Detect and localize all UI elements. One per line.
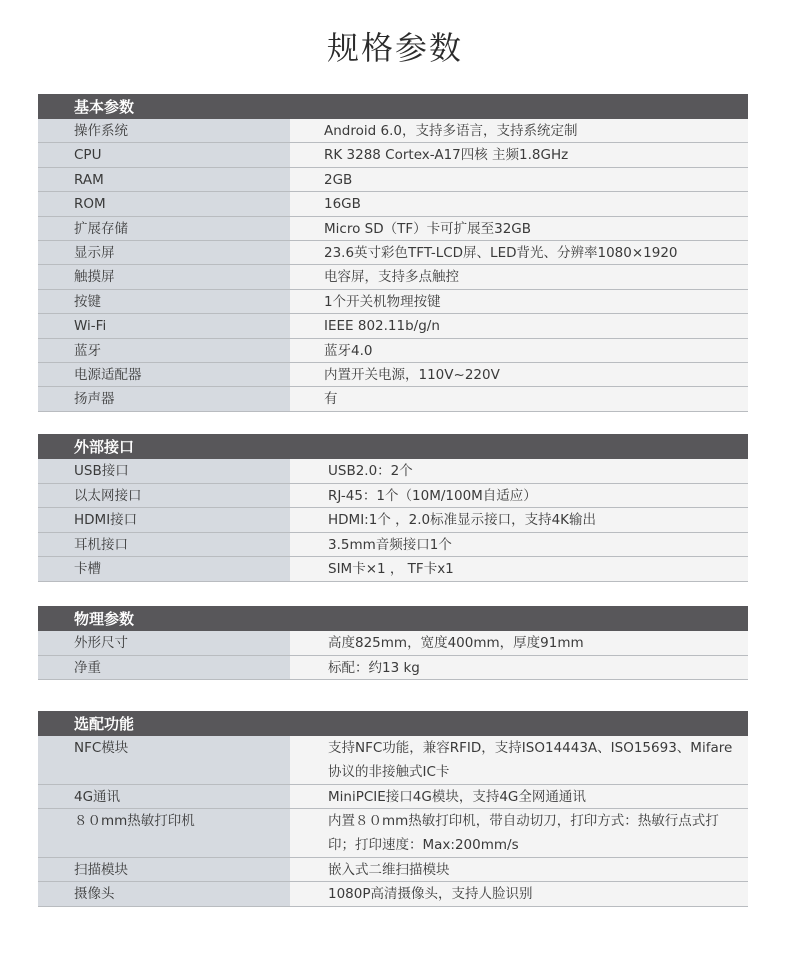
spec-label: 电源适配器 [38,363,290,386]
section-external-ports [38,434,748,582]
section-header: 物理参数 [38,606,748,631]
table-row [38,809,748,858]
spec-value: MiniPCIE接口4G模块，支持4G全网通通讯 [290,785,748,809]
table-row [38,217,748,241]
section-header: 选配功能 [38,711,748,736]
spec-label: 扬声器 [38,387,290,410]
spec-label: 显示屏 [38,241,290,264]
spec-value: USB2.0：2个 [290,459,748,483]
table-row [38,241,748,265]
table-row [38,143,748,167]
section-physical-params [38,606,748,680]
spec-label: Wi-Fi [38,314,290,337]
spec-label: 卡槽 [38,557,290,581]
spec-value: 16GB [290,192,748,215]
spec-label: RAM [38,168,290,191]
spec-label: HDMI接口 [38,508,290,532]
section-header: 基本参数 [38,94,748,119]
table-row [38,858,748,883]
spec-label: 操作系统 [38,119,290,142]
table-row [38,339,748,363]
table-row [38,484,748,509]
table-row [38,631,748,656]
spec-value: RK 3288 Cortex-A17四核 主频1.8GHz [290,143,748,166]
table-row [38,265,748,289]
spec-label: CPU [38,143,290,166]
table-row [38,533,748,558]
table-row [38,290,748,314]
spec-value: SIM卡×1 ， TF卡x1 [290,557,748,581]
spec-value: 23.6英寸彩色TFT-LCD屏、LED背光、分辨率1080×1920 [290,241,748,264]
spec-value: 内置８０mm热敏打印机，带自动切刀，打印方式：热敏行点式打印；打印速度：Max:200mm/s [290,809,748,857]
spec-value: 高度825mm，宽度400mm，厚度91mm [290,631,748,655]
table-row [38,119,748,143]
section-header: 外部接口 [38,434,748,459]
spec-label: 摄像头 [38,882,290,906]
spec-label: 净重 [38,656,290,680]
spec-label: 触摸屏 [38,265,290,288]
table-row [38,168,748,192]
spec-label: 按键 [38,290,290,313]
table-row [38,882,748,907]
spec-value: Android 6.0，支持多语言，支持系统定制 [290,119,748,142]
spec-value: HDMI:1个 ，2.0标准显示接口，支持4K输出 [290,508,748,532]
spec-label: USB接口 [38,459,290,483]
table-row [38,387,748,411]
spec-label: ８０mm热敏打印机 [38,809,290,857]
spec-value: 内置开关电源，110V~220V [290,363,748,386]
table-row [38,192,748,216]
table-row [38,314,748,338]
spec-value: 1080P高清摄像头，支持人脸识别 [290,882,748,906]
spec-value: 2GB [290,168,748,191]
spec-value: 有 [290,387,748,410]
spec-value: RJ-45：1个（10M/100M自适应） [290,484,748,508]
table-row [38,656,748,681]
spec-value: 1个开关机物理按键 [290,290,748,313]
table-row [38,508,748,533]
spec-label: 4G通讯 [38,785,290,809]
table-row [38,459,748,484]
spec-value: 蓝牙4.0 [290,339,748,362]
section-optional-features [38,711,748,907]
spec-label: 蓝牙 [38,339,290,362]
table-row [38,363,748,387]
table-row [38,785,748,810]
spec-label: 耳机接口 [38,533,290,557]
spec-value: 支持NFC功能，兼容RFID，支持ISO14443A、ISO15693、Mifare协议的非接触式IC卡 [290,736,748,784]
spec-value: Micro SD（TF）卡可扩展至32GB [290,217,748,240]
spec-label: 扩展存储 [38,217,290,240]
table-row [38,557,748,582]
spec-value: 3.5mm音频接口1个 [290,533,748,557]
section-basic-params [38,94,748,412]
spec-label: 外形尺寸 [38,631,290,655]
spec-label: NFC模块 [38,736,290,784]
spec-value: 电容屏，支持多点触控 [290,265,748,288]
spec-label: ROM [38,192,290,215]
table-row [38,736,748,785]
spec-label: 扫描模块 [38,858,290,882]
page-title: 规格参数 [326,29,463,67]
spec-value: IEEE 802.11b/g/n [290,314,748,337]
spec-value: 标配：约13 kg [290,656,748,680]
spec-value: 嵌入式二维扫描模块 [290,858,748,882]
spec-label: 以太网接口 [38,484,290,508]
